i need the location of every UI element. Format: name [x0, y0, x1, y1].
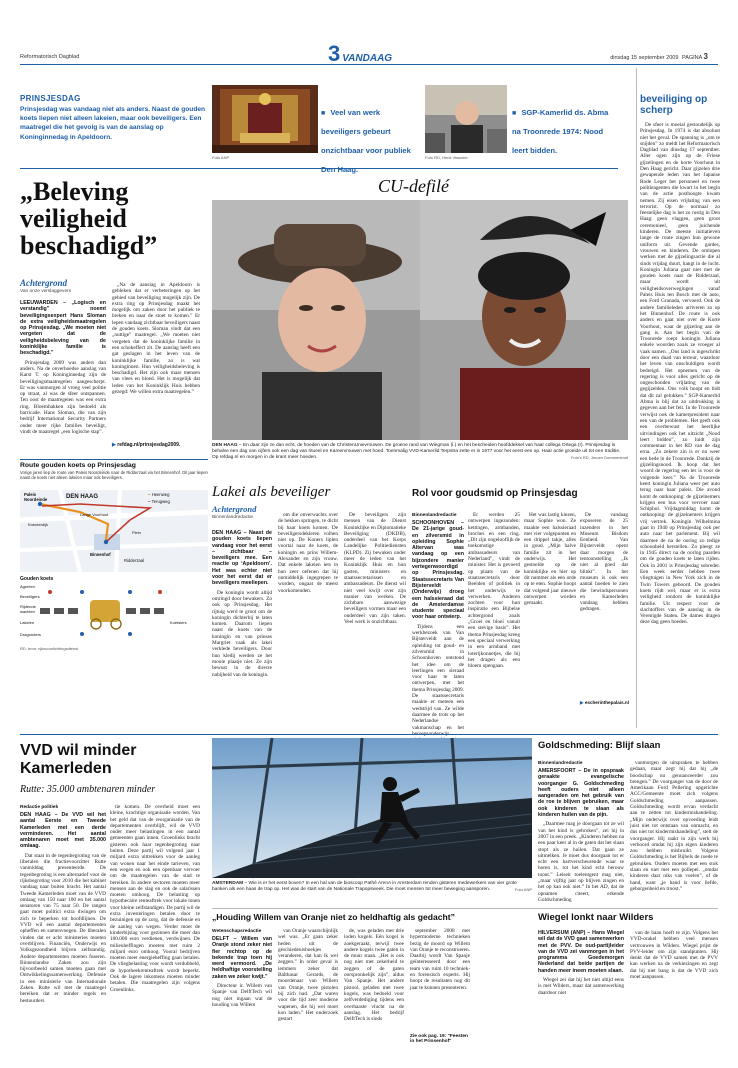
vvd-subhead: Rutte: 35.000 ambtenaren minder [20, 784, 156, 795]
goudsmeding-col-2 [630, 760, 718, 908]
bullet-icon: ■ [321, 110, 326, 117]
goudsmeding-col-1-text: „Daarmee mag je doorgaan tot ze wil van het kind is gebroken”, zei hij in 2007 in een preek. „Kinderen hebben na een paar keer al in de gaten dat het slaan stopt als ze huilen. Dat gaan ze uitmelken. Je moet dus doorgaan tot er echt een hartverscheurende waar te horen is, tot het kind echt berouw toont.” Leiseit toelentgent mag niet, „maar vijftig jaar op blijven zingen en het op kan ook niet.” In het AD, dat de opnamen citeert, erkende Goldschmeding [538, 821, 624, 903]
lakei-col-2 [278, 512, 338, 708]
date-line [610, 52, 708, 61]
right-headline: beveiliging op scherp [640, 94, 708, 116]
vvd-author: Redactie politiek [20, 805, 59, 810]
carriage-diagram [20, 584, 208, 642]
amsterdam-photo[interactable] [212, 738, 532, 878]
main-lead: LEEUWARDEN – „Logisch en verstandig” noemt beveiligingsexpert Hans Sloman de extra veiligheidsmaatregelen op Prinsjesdag. „We moeten niet vergeten dat de veiligheidsbeleving van de koninklijke familie is beschadigd.” [20, 300, 106, 357]
top-left-box [20, 94, 206, 142]
houding-col-1-text: Directeur ir. Willem van Spanje van DelftTech wil nog niet ingaan wat de houding van Willem [212, 983, 272, 1008]
map-label-terugweg: ━ Terugweg [148, 499, 170, 504]
paper-name: Reformatorisch Dagblad [20, 54, 80, 60]
lakei-lead: DEN HAAG – Naast de gouden koets liepen vandaag voor het eerst – zichtbaar – beveiligers mee. Een reactie op ‘Apeldoorn’. Het was echter niet voor het eerst dat er beveiligers meeliepen. [212, 530, 272, 587]
map-label-binnenhof: Binnenhof [90, 552, 111, 557]
goldsmith-link-text: escherinthepalais.nl [584, 700, 629, 705]
right-column-rule [636, 68, 637, 728]
goudsmeding-col-2-text: vanmorgen de uitspraken te hebben gedaan, maar zegt hij dat hij „de boodschap nu genuanceerder zou brengen.” De voorganger van de door de Amerikaan Ford Pellering opgerichte ACC/Gemeente moet zich volgens Goldschmeding aanpassen. Goldschmeding wordt ervan verdacht aan te zetten tot kindermishandeling. „Mijn onderwijs over opvoeding leidt juist niet tot ontstaan van onmacht, en dus niet tot kindermishandeling”, stelt de voorganger. Hij raakt in zijn werk bij verboord omdat hij zijn eigen kinderen zou hebben misbruikt. Volgens Goldschmeding is het Bijbels de roede te gebruiken. Ouders moeten met een stok slaan en niet met een pollepel. „omdat kinderen daar niks van voelen”, of de hand, want „je hand is voor liefde, geborgenheid en troost.” [630, 760, 718, 892]
teaser-rule [20, 168, 618, 169]
stairs-runner-photo-icon [212, 738, 532, 878]
houding-col-3-text: de, was geladen met drie loden kogels. Eén kogel is zoekgeraakt, terwijl twee andere kogels twee gaten in de muur staan. „Het is ook nog niet met zekerheid te zeggen of de gaten oorspronkelijk zijn”, aldus Van Spanje. Het andere pistool, geladen met twee kogels, was bedoeld voor zelfverdediging tijdens een overhaaste vlucht na de aanslag. Het bedrijf DelftTech is sinds [344, 928, 404, 1023]
section-number: 3 [328, 41, 341, 66]
main-col-2 [112, 282, 200, 440]
teaser-credit-2: Foto RD, Henk Visscher [425, 155, 468, 160]
route-map-intro: Vorige jaren liep de route van Paleis Noordeinde naar de Ridderzaal via het Binnenhof. Dit jaar liepen naast de koets niet alleen lakeien maar ook beveiligers. [20, 470, 208, 481]
lakei-col-3 [344, 512, 406, 708]
teaser-credit-1: Foto ANP [212, 155, 230, 160]
goldsmith-col-4-text: De vandaag exposeren de 25 inzenders in het Museum Bisdom Eenheid. Van Bijsterveldt opent daar morgen de tentoonstelling „Ik niet al goed dat blinkt”. In het museum is ook een aantal hoeden te zien die bewindspersonen en Kamerleden vandaag hebben gedragen. [580, 512, 628, 613]
wiegel-col-1-text: Wiegel zei dat hij het niet altijd eens is met Wilders, maar dat samenwerking daardoor niet [538, 977, 624, 996]
goldsmith-author: Binnenlandredactie [412, 513, 457, 518]
section-header [328, 41, 393, 66]
legend-title: Gouden koets [20, 576, 54, 582]
amsterdam-caption-place: AMSTERDAM [212, 881, 244, 886]
goldsmith-col-3-text: Het was lastig kiezen, maar Sophie won. Ze maakte een halssieraad met vier volgepunten en een drippel takje, alles in goud. „Mijn halve familie zit in het onderwijs. Het gestoelde op de koninklijke en hier op dit nummer als een orde op te eten. Sophie hoopt dat volgend jaar nieuwe ontwerpen worden gemaakt. [524, 512, 576, 607]
goudsmeding-col-1 [538, 768, 624, 908]
teaser-photo-2[interactable] [425, 85, 507, 153]
amsterdam-caption-text: – Wie is er het eerst boven? In een hal van de bioscoop Pathé ArenA in Amsterdam renden gisteren medewerkers van vier grote banken als een haas de trap op. Het was de start van de Nationale Trapopsweek. Die moet mensen tot meer beweging aansporen. [212, 881, 517, 892]
right-column-body: De sfeer is moeial gestoudelijk op Prinsjesdag. In 1974 is dat absoluut niet het geval. De spanning is „om te snijden” zo meldt het Reformatorisch Dagblad van dinsdag 17 september. Aller ogen zijn op de Friese gijzelingen en de korte Voorhout in Den Haag gericht. Daar gijzelen drie gewapende leden van het Japanse Rode Leger het personeel en twee politieagenten die kwart in het begin van de actie posthoogte kwam nemen. Zij eisen vrijlating van een terrorist. Op de normaal zo feestelijke dag is het zo rustig in Den Haag: geen vlaggen, geen groot ceremonieel, geen juichende kinderen. De meeste initiatieven lange de route zingen hun gewone uniform uit. Gevende gardes, vrouwen en kinderen. De omlopen werken met de gijzelingsactie die al sinds vrijdag duurt, hangt in de lucht. Koningin Juliana gaat niet met de gouden koets naar de Ridderzaal, maar wordt uit veiligheidsoverwegingen vanaf Paleis Huis ten Bosch met de auto, een Ford Granada, vervoerd. Ook de andere familieleden arriveren zo op het Binnenhof. De route is ook anders en gaat niet over de Korte Voorhout, waar de gijzeling aan de gang is. Aan het begin van de Troonrede roept koningin Juliana enkele woorden zoals ze vroeger al vaak namen. „Ons land is ingeschrikt door een duad van terreur, waardoor het leven van onschuldigen wordt bedreigd. Het opnemen van de regering is voor alles gericht op de ongeschonden vrijlating van de gegijzelden. Ons volk hoopt en bidt dat dit zal gelukken.” SGP-Kamerlid Abma is blij dat zo uitdrukking is gegeven aan het feit. In de Troonrede verwijst ook de kamerpresident naar een van de problemen. Het geeft ook een overbewust het heerlijke uitvindingen ook het uitzicht „Nood leert bidden”, zo luidt zijn commentaar in het RD van de dag erna. „Zo zekere zin is er nu weer een bede in de Troonrede. Dankzij de gijzelingsnood. Ik hoop dat het woord de regering een les is voor de volgende keer.” Na de Troonrede keert koningin Juliana weer per auto terug naar haar paleis. Die avond komt de ontknoping: de gijzelnemers krijgen een bus voor vervoer naar Schiphol. Vrijdagmiddag komt de ontknoping: de gijzelnemers krijgen vrij vertrek. Koningin Wilhelmina gaat in 1940 op Prinsjesdag ook per auto naar het parlement. Bij wil daarmee de na de oorlog zo tedige schoonheid herstellen. Zo pleegt ze in 1945 direct na de oorlog paarden om de gouden koets te laten rijden. Ook in 2001 is Prinsjesdag sobreder. Een week eerder hebben twee vliegtuigen in New York zich in de Twin Towers geboord. De gouden koets rijdt wel, maar er is extra veiligheid rondom de koninklijke familie. Uit respect voor de slachtoffers van de aanslag in de Verenigde Staten. De dames dragen deze dag geen hoeden. [640, 122, 720, 626]
throne-photo-icon [212, 85, 318, 153]
cu-credit: Foto's RD, Jeroen Dommershuit [570, 455, 628, 460]
map-label-kneuterdijk: Kneuterdijk [28, 522, 49, 527]
legend-item-1: Beveiligers [20, 594, 40, 599]
goldsmith-link[interactable] [580, 700, 629, 706]
mid-rule [20, 734, 718, 735]
cu-title: CU-defilé [378, 176, 449, 196]
main-col-2-text: „Na de aanslag in Apeldoorn is gebleken dat er verbeteringen op het gebied van beveiliging mogelijk zijn. De extra ring op Prinsjesdag maakt het mogelijk om zaken door het publiek te breken en naar de stoet te komen.” Er lepen vandaag zichtbaar beveiligers naast de gouden koets. Sloman vindt dat een „nuttige” maatregel. „We moeten niet vergeten dat de koninklijke familie in een schokeffect zit. De aanslag heeft een gat geslagen in het leven van de koninklijke familie, zo is wat koninginnen. Hun veiligheidsbeleving is beschadigd. Het zijn ook maar mensen van vlees en bloed. Het is mogelijk dat leden van het Koninklijk Huis hebben gezegd: We willen extra maatregelen.” [112, 282, 200, 396]
bullet-icon: ■ [512, 110, 517, 117]
route-source: RD, bron: rijksvoorlichtingsdienst [20, 646, 79, 651]
legend-item-2: Rijdende wachten [20, 604, 36, 614]
main-col-1-text: Prinsjesdag 2009 was anders dan anders. Na de onverhoedse aanslag van Karst T. op Koninginnedag zijn de beveiligingsmaatregelen aangescherpt. Er was vanmorgen al vroeg veel politie op straat, al was de sfeer ontspannen. Ten oost de maatregelen was een extra ring. Bloembakken zijn bedoeld als barricade. Hans Sloman, die van zijn bedrijf International Security Partners onder meer rijke families beveiligt, vindt de maatregel „een logische stap”. [20, 359, 106, 435]
main-author: Van onze verslaggevers [20, 289, 72, 294]
teaser-2[interactable] [512, 100, 616, 157]
houding-author: Wetenschapsredactie [212, 929, 262, 934]
goldsmith-col-3 [524, 512, 576, 710]
carriage-icon [20, 584, 208, 642]
lakei-headline: Lakei als beveiliger [212, 484, 331, 500]
cu-caption [212, 443, 628, 461]
goldsmith-col-2-text: Er werden 25 ontwerpen ingezonden: kettingen, armbanden, broches en een ring. „Dit zijn ongelooflijk de toekomstige ambassadeurs van Nederland”, vindt de minister. Het is gevoerd op plaats van de staatssecretaris door Beelden of politiek in het onderwijs te verwerken. Anderen zochten voor hun inspiratie een Bijbelse achtergrond zoals „Groei en bloei vanuit een stevige basis”. Het thema Prinsjesdag kreeg een speciaal verwerking in een armband met loterijkonnetjes, die bij het dragen als een bloem opengaan. [468, 512, 520, 670]
link-arrow-icon: ▶ [112, 442, 116, 448]
goldsmith-col-4 [580, 512, 628, 698]
vvd-lead: DEN HAAG – De VVD wil het aantal Eerste en Tweede Kamerleden met een derde verminderen. Het aantal ambtenaren moet met 35.000 omlaag. [20, 812, 106, 850]
main-link[interactable] [112, 442, 180, 448]
map-label-ridderzaal: Ridderzaal [124, 558, 145, 563]
legend-heenweg: Heenweg [151, 492, 170, 497]
map-city: DEN HAAG [66, 494, 99, 500]
link-arrow-icon: ▶ [580, 700, 584, 705]
lakei-col-1-text: De koningin wordt altijd omringd door bewakers. Zo ook op Prinsjesdag. Het rijtuig werd te groot om de koningin dichterbij te laten komen. Daarom liepen naast de koets van de koningin en van prinses Margriet vaak als lakei verklede beveiligers. Door hun kledij werden ze het mooie plaatje niet. Ze zijn bewust in de directe nabijheid van de koningin. [212, 589, 272, 678]
cu-caption-place: DEN HAAG [212, 443, 238, 448]
header-rule [20, 64, 718, 65]
legend-item-4: Koetsiers [170, 620, 187, 625]
houding-col-4-text: september 2008 met hypermoderne technieken bezig de moord op Willem van Oranje te reconstrueren. Daarbij wordt Van Spanje geïnteresseerd door een team van ruim 10 techniek- en forensisch experts. Hij hoopt de resultaten nog dit jaar te kunnen presenteren. [410, 928, 471, 991]
goudsmeding-lead: AMERSFOORT – De in opspraak geraakte evangelische voorganger G. Goldschmeding heeft ouders niet alleen aangeraden om het gebruik van de roe te blijven gebruiken, maar ook kinderen te slaan als kinderen huilen van de pijn. [538, 768, 624, 819]
date: dinsdag 15 september 2009 [610, 55, 679, 61]
wiegel-col-2 [630, 930, 718, 1062]
lakei-col-1 [212, 530, 272, 710]
map-label-paleis: Paleis Noordeinde [24, 492, 48, 502]
goldsmith-col-1 [412, 520, 464, 737]
houding-sidebar[interactable]: Zie ook pag. 19: "Feesten in het Prinsenhof" [410, 1034, 468, 1044]
teaser-1[interactable] [321, 100, 419, 176]
teaser-1-text: Veel van werk beveiligers gebeurt onzichtbaar voor publiek Den Haag. [321, 108, 411, 174]
route-map-title: Route gouden koets op Prinsjesdag [20, 459, 208, 469]
goldsmith-headline: Rol voor goudsmid op Prinsjesdag [412, 488, 578, 499]
houding-rule [212, 908, 718, 909]
legend-item-0: Agenten [20, 584, 35, 589]
lakei-col-2-text: om die onverwachts over de hekken springen, te dicht bij haar koets komen. De beveiligersdekleren volhen niet op. De Koners liplen voortal naar de koets, de koningin en prins Willem-Alexander en zijn vrouw. Dat enkele lakeien iets in hun zeer oefenen dat hij onmiddelijk ingegrepen te worden, ongaat de meest voorkomenden. [278, 512, 338, 594]
wiegel-col-2-text: van de baan hoeft te zijn. Volgens het VVD-orakel hebben veel mensen vertrouwen in Wilders. Wiegel prijst de PVV-leider om zijn standpunten. Hij denkt dat de VVD samen met de PVV kan werken na de verkiezingen en zegt dat hij niet bang is dat de VVD zich moet aanpassen. [630, 930, 718, 981]
vvd-col-1 [20, 812, 106, 1064]
top-left-kicker: PRINSJESDAG [20, 94, 81, 103]
route-map [20, 490, 208, 572]
cu-photo-right[interactable] [420, 200, 628, 440]
legend-item-5: Dragonders [20, 632, 41, 637]
lakei-kicker: Achtergrond [212, 504, 257, 514]
main-link-text: refdag.nl/prinsjesdag2009. [117, 442, 181, 448]
legend-terugweg: Terugweg [151, 499, 170, 504]
main-kicker: Achtergrond [20, 278, 68, 288]
cu-photo-left[interactable] [212, 200, 420, 440]
wiegel-headline: Wiegel lonkt naar Wilders [538, 912, 654, 923]
woman-fascinator-photo-icon [420, 200, 628, 440]
goldsmith-lead: SCHOONHOVEN – De 21-jarige goud- en zilversmid in opleiding Sophie Altervan was vandaag op een bijzondere manier vertegenwoordigd op Prinsjesdag. Staatssecretaris Van Bijsterveldt (Onderwijs) droeg een halssieraad dat de Amsterdamse studente speciaal voor haar ontwierp. [412, 520, 464, 621]
page-number: 3 [703, 52, 708, 61]
main-headline: „Beleving veiligheid beschadigd” [20, 177, 158, 260]
houding-col-1 [212, 936, 272, 1064]
top-left-text: Prinsjesdag was vandaag niet als anders. Naast de gouden koets liepen niet alleen lakeien, maar ook beveiligers. Een maatregel die het gevolg is van de aanslag op Koninginnedag in Apeldoorn. [20, 106, 206, 141]
wiegel-col-1 [538, 930, 624, 1062]
teaser-2-text: SGP-Kamerlid ds. Abma na Troonrede 1974: Nood leert bidden. [512, 108, 609, 155]
route-map-graphic [20, 490, 208, 572]
teaser-photo-1[interactable] [212, 85, 318, 153]
goudsmeding-headline: Goldschmeding: Blijf slaan [538, 740, 661, 751]
section-name: VANDAAG [342, 53, 393, 64]
map-label-lange-voorhout: Lange Voorhout [80, 512, 109, 517]
map-label-heenweg: ━ Heenweg [148, 492, 170, 497]
main-col-1 [20, 300, 106, 460]
houding-col-4 [410, 928, 470, 1028]
right-column-text [640, 122, 720, 728]
houding-col-2 [278, 928, 338, 1062]
lakei-author: Binnenlandredactie [212, 515, 254, 520]
goudsmeding-author: Binnenlandredactie [538, 761, 583, 766]
houding-col-3 [344, 928, 404, 1062]
page-label: PAGINA [681, 55, 703, 61]
vvd-col-2 [110, 804, 200, 1060]
woman-hat-photo-icon [212, 200, 420, 440]
vvd-col-1-text: Dat staat in de tegenbegroting van de liberalen die fractievoorzitter Rutte vanmiddag presenteerde. De tegenbegroting is een alternatief voor de rijksbegroting voor 2010 die het kabinet vandaag naar buiten bracht. Het aantal Tweede Kamerleden moet van de VVD omlaag van 150 naar 100 en het aantal senatoren van 75 naar 50. De rangen gaat moet politici extra dwingen om zich te beperken tot hoofdlijnen. De VVD wil een aantal departementen opheffen en samenvoegen. De liberalen vinden dat er acht ministeries moeten overblijven. Financiën, Onderwijs en Volksgezondheid blijven zelfstandig. Andere departementen moeten fuseren. Binnenlandse Zaken zou zijn bijvoorbeeld samen moeten gaan met Ontwikkelingssamenwerking. Defensie in een ministerie van Internationale Zaken. Rutte wil met de maatregel bereiken dat er minder regels en bestuurders [20, 852, 106, 1004]
goldsmith-col-1-text: Tijdens een werkbezoek van Van Bijsterveldt aan de opleiding tot goud- en zilversmid in Schoonhoven ontstond het idee om de leerlingen een sieraad voor haar te laten ontwerpen, met het thema Prinsjesdag 2009. De staatssecretaris maakte er meteen een wedstrijd van. Ze wilde daarmee de trots op het Nederlandse vakmanschap en het beroepsonderwijs [412, 623, 464, 737]
wiegel-lead: HILVERSUM (ANP) – Hans Wiegel wil dat de VVD gaat samenwerken met de PVV. De oud-partijleider van de VVD zei vanmorgen in het programma Goedemorgen Nederland dat beide partijen de handen meer ineen moeten slaan. [538, 930, 624, 974]
lakei-col-3-text: De beveiligers zijn mensen van de Dienst Koninklijke en Diplomatieke Beveiliging (DKDB), onderdeel van het Korps Landelijke Politiediensten (KLPD). Zij bewaken onder meer de leden van het Koninklijk Huis en hun gasten, ministers en staatssecretarissen en ambassadeurs. De dienst wil niet veel kwijt over zijn manier van werken. De zichtbare aanwezige beveiligers vormen maar een onderdeel van zijn taken. Veel werk is onzichtbaar. [344, 512, 406, 626]
houding-headline: „Houding Willem van Oranje niet zo heldhaftig als gedacht” [212, 912, 455, 922]
cu-caption-text: – En daar zijn ze dan echt, de hoeden van de ChristenUnievrouwen. De groene rand van Wiegman (l.) en het bescheiden hoofddeksel van haar collega Ortega (r). Prinsjesdag is behalve een dag van cijfers ook een dag van ritueel en Kamervrouwen met hoed. Toenmalig VVD-Kamerlid Terpstra zette er in 1977 voor het eerst een op. Haar actie groeide uit tot een traditie. Op refdag.nl en morgen in de krant meer hoeden. [212, 443, 621, 460]
map-label-plein: Plein [132, 530, 141, 535]
vvd-col-2-text: tie komen. De overheid moet een kleine, krachtige organisatie worden. Van het geld dat van de reorganisatie van de departementen overblijft, wil de VVD onder meer belastingen in een aantal gemeenten gaan innen. Groenlinks bracht gisteren ook haar tegenbegroting naar buiten. Deze partij wil volgend jaar 1 miljard extra uittrekken voor de aanleg van wonen naar het einde tarieven, van een wegen en ook een openbaar vervoer om de maatregelen van de stad te bereiken. In andere sectoren moeten meer mensen aan de slag en ook de salarissen moeten omhoog. De belasting op hypothecaire renteaftrek voor lokale lonen voor kleine zelfstandigen. De partij wil de extra investeringen betalen door te bezuinigen op de zorg, dat de defensie en de aanleg van wegen. Verder moet de kinderbijslag voor gezinnen die meer dan 100.000 euro verdienen, verdwijnen. De milieuheffingen moeten met ruim 2 miljard euro omhoog. Vooral bedrijven moeten meer energieheffing gaan betalen. De vliegbelasting voor wordt verdubbeld, de hypotheekrenteaftrek wordt beperkt. Ook de lagere inkomens moeten minder betalen. Die maatregelen zijn volgens Groenlinks. [110, 804, 201, 993]
legend-item-3: Lakeien [20, 620, 35, 625]
houding-col-2-text: van Oranje waarschijnlijk wel was. „Er gaan zeker heden uit de geschiedenisboekjes veranderen, dat kan ik wel zeggen.” In order geval is iemmers zeker dat Balthasar Gerards, de moordenaar van Willem van Oranje, twee pistolen bij zich had. „Dat waren voor die tijd zeer moderne wapenen, die hij wel moet kon laden.” Het onderzoek gestart [278, 928, 338, 1023]
houding-lead: DELFT – Willem van Oranje stond zeker niet fier rechtop op de bekende trap toen hij werd vermoord. „De heldhaftige voorstelling zaken we zeker kwijt.” [212, 936, 272, 980]
amsterdam-caption [212, 881, 532, 893]
goldsmith-col-2 [468, 512, 520, 710]
portrait-photo-icon [425, 85, 507, 153]
amsterdam-credit: Foto ANP [514, 887, 532, 892]
vvd-headline: VVD wil minder Kamerleden [20, 742, 137, 777]
